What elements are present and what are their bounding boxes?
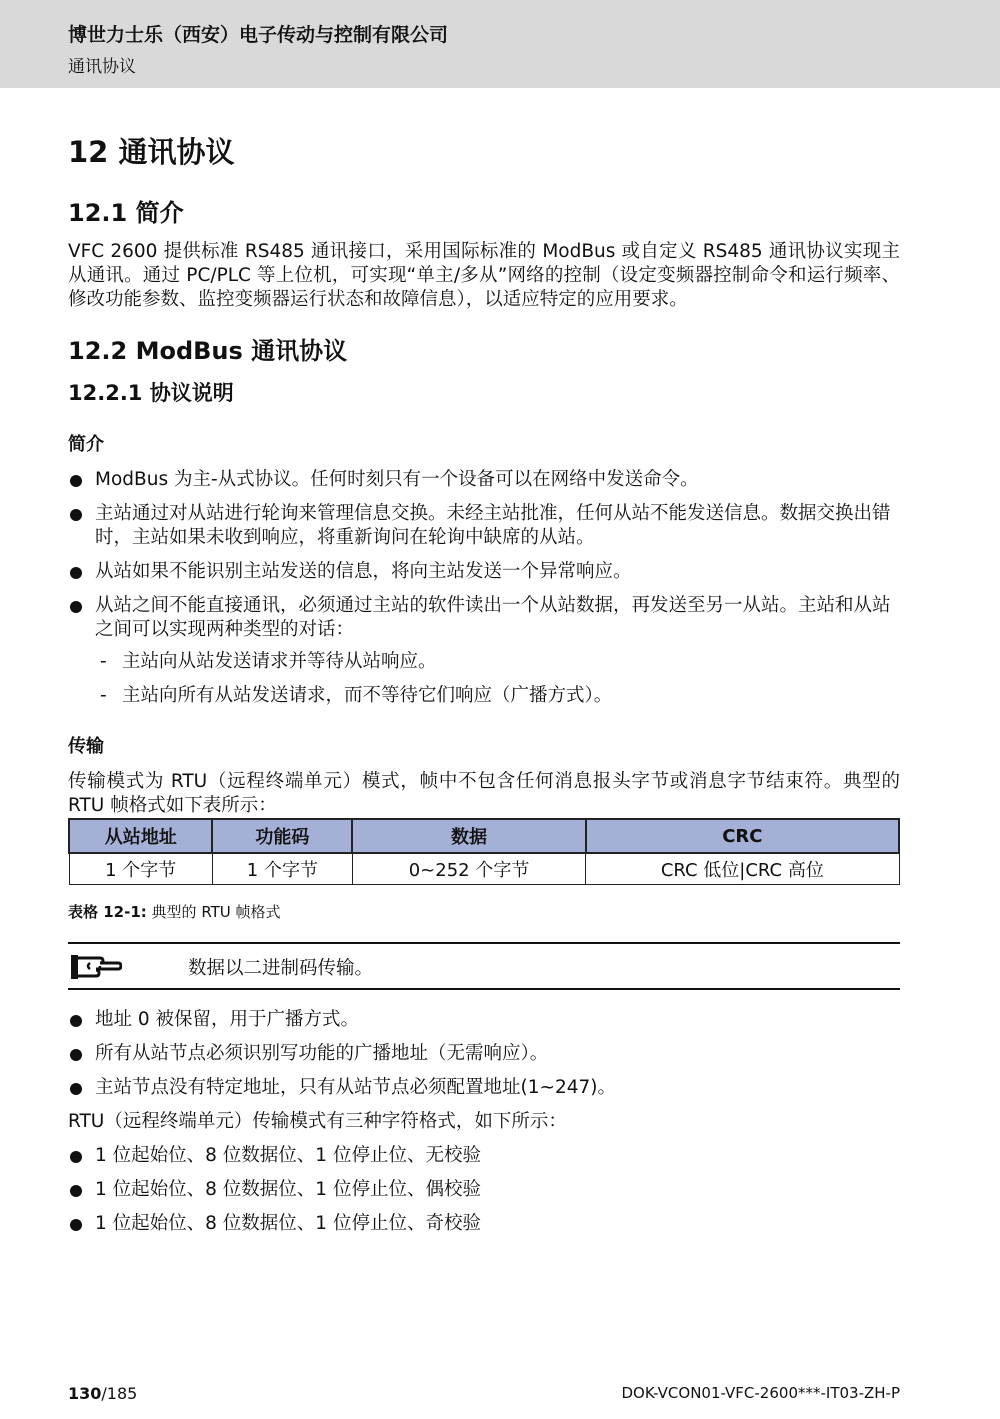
list-item: - 主站向所有从站发送请求，而不等待它们响应（广播方式）。: [68, 684, 900, 708]
list-item: ModBus 为主-从式协议。任何时刻只有一个设备可以在网络中发送命令。: [68, 468, 900, 492]
table-header-row: [69, 819, 899, 853]
page-content: [68, 132, 900, 1246]
list-item: 1 位起始位、8 位数据位、1 位停止位、无校验: [68, 1144, 900, 1168]
table-header-cell: 从站地址: [69, 819, 212, 853]
header-section-name: 通讯协议: [68, 57, 136, 77]
company-name: 博世力士乐（西安）电子传动与控制有限公司: [68, 24, 449, 46]
table-header-cell: CRC: [586, 819, 899, 853]
list-item: 从站如果不能识别主站发送的信息，将向主站发送一个异常响应。: [68, 560, 900, 584]
section-title-modbus: 12.2 ModBus 通讯协议: [68, 337, 348, 365]
caption-label: 表格 12-1:: [68, 903, 147, 921]
note-text: 数据以二进制码传输。: [188, 958, 374, 979]
subsection-title-protocol: 12.2.1 协议说明: [68, 381, 234, 405]
document-id: DOK-VCON01-VFC-2600***-IT03-ZH-P: [621, 1384, 900, 1402]
address-bullet-list: [68, 1008, 900, 1100]
table-cell: CRC 低位|CRC 高位: [586, 853, 899, 885]
rtu-frame-table: [68, 818, 900, 885]
heading-intro: 简介: [68, 434, 104, 455]
list-item: 从站之间不能直接通讯，必须通过主站的软件读出一个从站数据，再发送至另一从站。主站和从站之间可以实现两种类型的对话：: [68, 594, 900, 642]
table-header-cell: 功能码: [212, 819, 352, 853]
transfer-paragraph: 传输模式为 RTU（远程终端单元）模式，帧中不包含任何消息报头字节或消息字节结束符。典型的 RTU 帧格式如下表所示：: [68, 771, 900, 816]
chapter-title: 12 通讯协议: [68, 135, 235, 169]
page-total: /185: [101, 1384, 138, 1403]
list-item: 地址 0 被保留，用于广播方式。: [68, 1008, 900, 1032]
char-format-paragraph: RTU（远程终端单元）传输模式有三种字符格式，如下所示：: [68, 1111, 567, 1132]
caption-text: 典型的 RTU 帧格式: [151, 903, 281, 921]
page-header: [0, 0, 1000, 88]
list-item: - 主站向从站发送请求并等待从站响应。: [68, 650, 900, 674]
intro-paragraph: VFC 2600 提供标准 RS485 通讯接口，采用国际标准的 ModBus 或自定义 RS485 通讯协议实现主从通讯。通过 PC/PLC 等上位机，可实现“单主/多从”网络的控制（设定变频器控制命令和运行频率、修改功能参数、监控变频器运行状态和故障信息），以适应特定的应用要求。: [68, 241, 900, 310]
table-cell: 0~252 个字节: [352, 853, 585, 885]
pointing-hand-icon: [70, 952, 122, 982]
table-cell: 1 个字节: [69, 853, 212, 885]
heading-transfer: 传输: [68, 736, 104, 757]
note-box: [68, 942, 900, 990]
table-cell: 1 个字节: [212, 853, 352, 885]
list-item: 1 位起始位、8 位数据位、1 位停止位、偶校验: [68, 1178, 900, 1202]
list-item: 主站节点没有特定地址，只有从站节点必须配置地址(1~247)。: [68, 1076, 900, 1100]
table-row: [69, 853, 899, 885]
page-current: 130: [68, 1384, 102, 1403]
dialog-type-list: [68, 650, 900, 708]
table-caption: [68, 901, 900, 922]
intro-bullet-list: [68, 468, 900, 642]
section-title-intro: 12.1 简介: [68, 199, 184, 227]
page-number: [68, 1384, 137, 1403]
list-item: 所有从站节点必须识别写功能的广播地址（无需响应）。: [68, 1042, 900, 1066]
list-item: 1 位起始位、8 位数据位、1 位停止位、奇校验: [68, 1212, 900, 1236]
char-format-list: [68, 1144, 900, 1236]
table-header-cell: 数据: [352, 819, 585, 853]
list-item: 主站通过对从站进行轮询来管理信息交换。未经主站批准，任何从站不能发送信息。数据交换出错时，主站如果未收到响应，将重新询问在轮询中缺席的从站。: [68, 502, 900, 550]
